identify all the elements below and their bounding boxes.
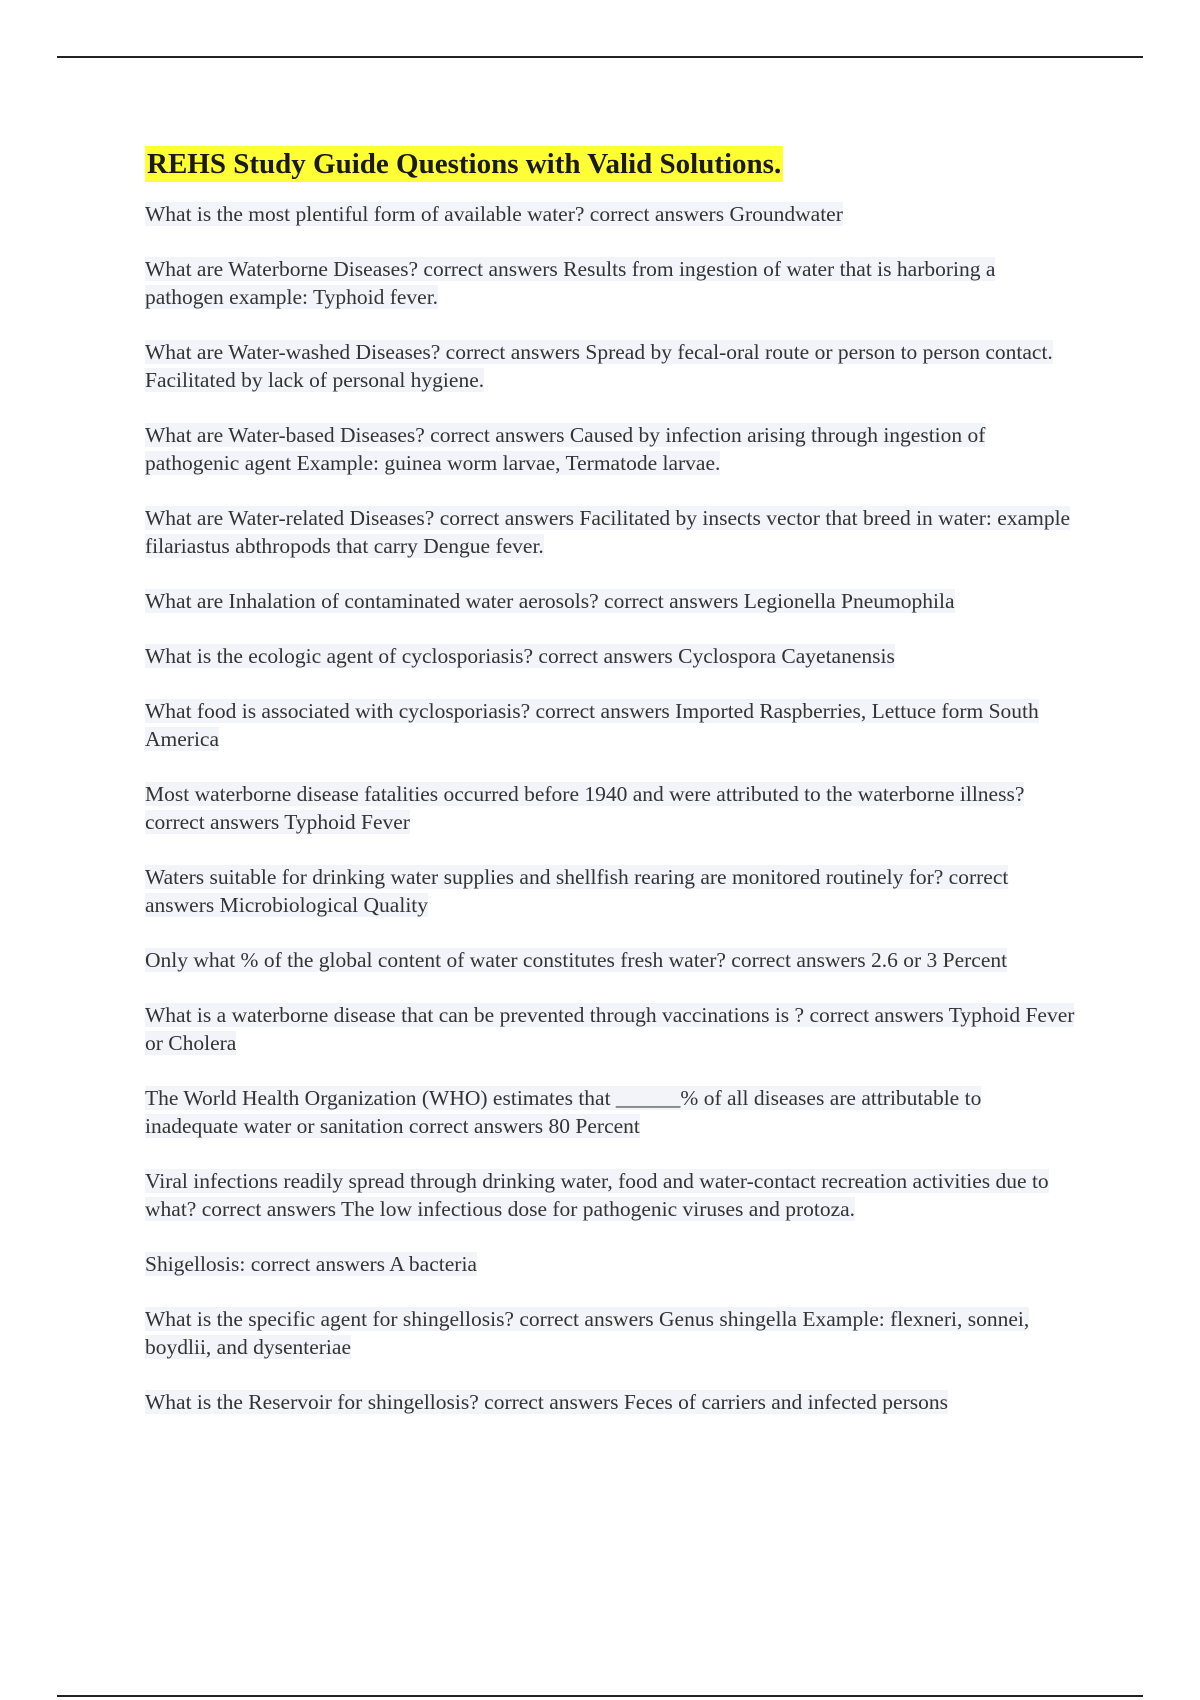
document-body (145, 146, 1075, 1443)
qa-item (145, 200, 1075, 228)
qa-text: What are Water-based Diseases? correct answers Caused by infection arising through ingestion of pathogenic agent Example: guinea worm larvae, Termatode larvae. (145, 423, 986, 475)
qa-item (145, 642, 1075, 670)
qa-text: What are Waterborne Diseases? correct answers Results from ingestion of water that is harboring a pathogen example: Typhoid fever. (145, 257, 996, 309)
qa-item (145, 1001, 1075, 1057)
qa-item (145, 946, 1075, 974)
qa-item (145, 255, 1075, 311)
qa-text: What are Water-related Diseases? correct answers Facilitated by insects vector that breed in water: example filariastus abthropods that carry Dengue fever. (145, 506, 1071, 558)
qa-item (145, 1084, 1075, 1140)
qa-text: What is the specific agent for shingellosis? correct answers Genus shingella Example: flexneri, sonnei, boydlii, and dysenteriae (145, 1307, 1030, 1359)
qa-item (145, 1250, 1075, 1278)
qa-item (145, 1388, 1075, 1416)
qa-text: What food is associated with cyclosporiasis? correct answers Imported Raspberries, Lettuce form South America (145, 699, 1039, 751)
bottom-rule (57, 1695, 1143, 1697)
qa-list (145, 200, 1075, 1416)
qa-text: Waters suitable for drinking water supplies and shellfish rearing are monitored routinely for? correct answers Microbiological Quality (145, 865, 1009, 917)
qa-item (145, 780, 1075, 836)
qa-text: The World Health Organization (WHO) estimates that ______% of all diseases are attributable to inadequate water or sanitation correct answers 80 Percent (145, 1086, 982, 1138)
qa-text: Only what % of the global content of water constitutes fresh water? correct answers 2.6 or 3 Percent (145, 948, 1008, 972)
top-rule (57, 56, 1143, 58)
qa-item (145, 504, 1075, 560)
qa-text: What are Water-washed Diseases? correct answers Spread by fecal-oral route or person to person contact. Facilitated by lack of personal hygiene. (145, 340, 1053, 392)
qa-item (145, 338, 1075, 394)
qa-item (145, 421, 1075, 477)
qa-item (145, 1167, 1075, 1223)
qa-text: What is the ecologic agent of cyclosporiasis? correct answers Cyclospora Cayetanensis (145, 644, 895, 668)
qa-text: What are Inhalation of contaminated water aerosols? correct answers Legionella Pneumophila (145, 589, 955, 613)
document-title: REHS Study Guide Questions with Valid Solutions. (147, 148, 782, 180)
qa-item (145, 587, 1075, 615)
qa-text: What is the most plentiful form of available water? correct answers Groundwater (145, 202, 843, 226)
qa-text: Shigellosis: correct answers A bacteria (145, 1252, 477, 1276)
qa-text: What is a waterborne disease that can be prevented through vaccinations is ? correct answers Typhoid Fever or Cholera (145, 1003, 1075, 1055)
qa-text: Most waterborne disease fatalities occurred before 1940 and were attributed to the waterborne illness? correct answers Typhoid Fever (145, 782, 1025, 834)
qa-item (145, 697, 1075, 753)
qa-text: What is the Reservoir for shingellosis? correct answers Feces of carriers and infected persons (145, 1390, 948, 1414)
qa-item (145, 1305, 1075, 1361)
qa-item (145, 863, 1075, 919)
qa-text: Viral infections readily spread through drinking water, food and water-contact recreation activities due to what? correct answers The low infectious dose for pathogenic viruses and protoza. (145, 1169, 1049, 1221)
